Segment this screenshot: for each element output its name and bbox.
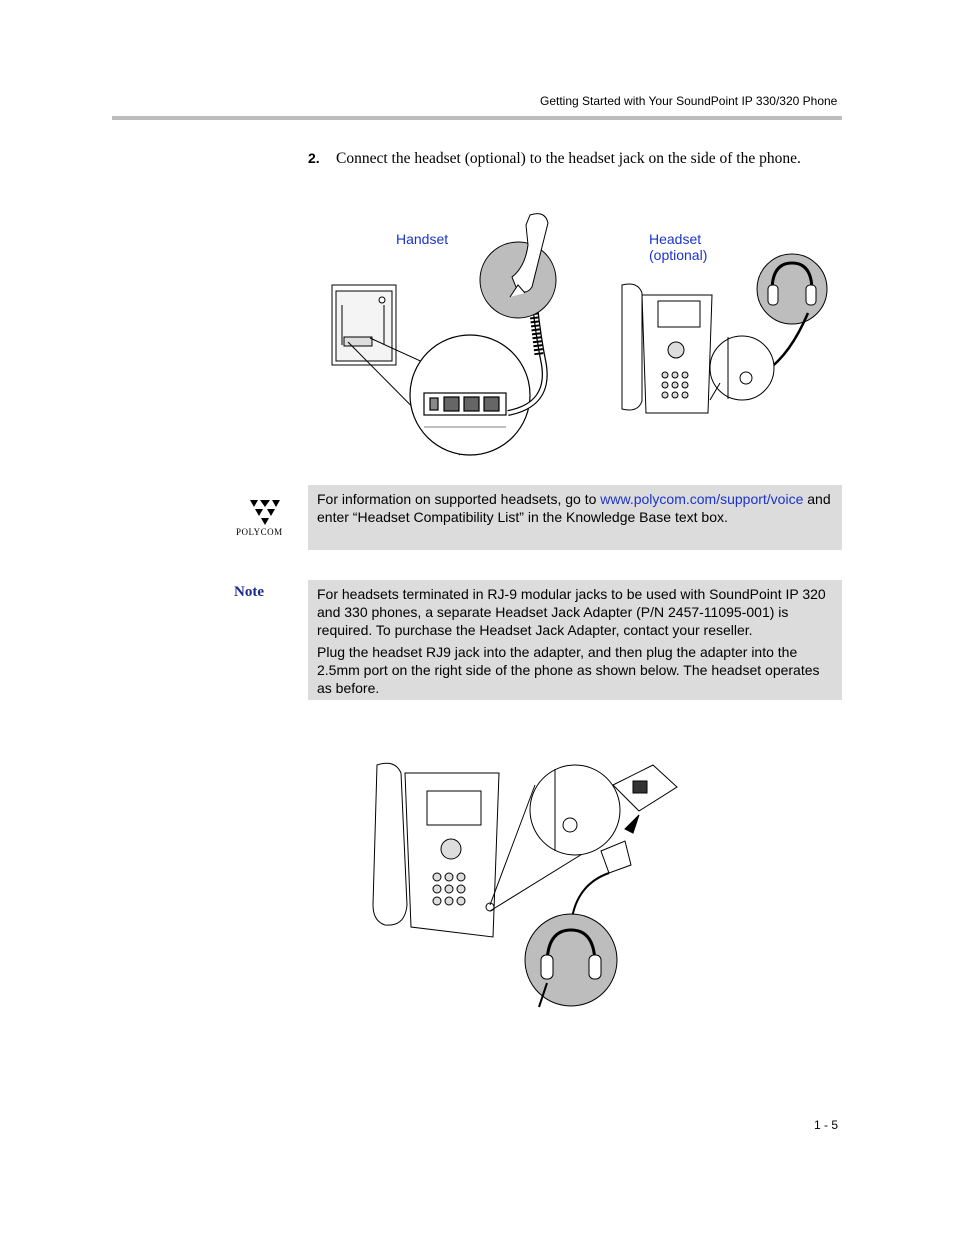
header-rule	[112, 116, 842, 120]
headset-label	[649, 231, 707, 263]
note-paragraph-2: Plug the headset RJ9 jack into the adapter, and then plug the adapter into the 2.5mm port on the right side of the phone as shown below. The headset operates as before.	[317, 644, 820, 696]
headset-label-line1: Headset	[649, 231, 702, 247]
note-label: Note	[234, 584, 264, 600]
polycom-logo-text: POLYCOM	[236, 527, 283, 537]
phone-back-illustration	[332, 285, 396, 365]
handset-zoom-circle	[480, 214, 556, 318]
jack-zoom-circle	[410, 335, 530, 455]
headset-zoom-circle-2	[525, 914, 617, 1007]
handset-label: Handset	[396, 231, 449, 247]
info-text-before: For information on supported headsets, go to	[317, 491, 601, 507]
page-number: 1 - 5	[814, 1118, 839, 1132]
step-number: 2.	[308, 150, 320, 166]
phone-with-adapter-illustration	[373, 763, 499, 937]
note-paragraph-1: For headsets terminated in RJ-9 modular jacks to be used with SoundPoint IP 320 and 330 phones, a separate Headset Jack Adapter (P/N 2457-11095-001) is required. To purchase the Headset Jack Adapter, contact your reseller.	[317, 586, 826, 638]
port-zoom-circle	[530, 765, 620, 855]
support-link[interactable]: www.polycom.com/support/voice	[600, 491, 804, 507]
polycom-info-box	[308, 485, 842, 550]
headset-jack-zoom-circle	[710, 336, 774, 400]
info-text-after: and enter “Headset Compatibility List” in the Knowledge Base text box.	[317, 491, 831, 525]
note-box	[308, 580, 842, 700]
step-text: Connect the headset (optional) to the headset jack on the side of the phone.	[336, 150, 801, 167]
phone-front-illustration	[622, 284, 712, 413]
headset-label-line2: (optional)	[649, 247, 708, 263]
polycom-logo-icon	[248, 498, 282, 526]
rj9-adapter-figure	[365, 755, 685, 1015]
running-header: Getting Started with Your SoundPoint IP 330/320 Phone	[540, 94, 838, 108]
